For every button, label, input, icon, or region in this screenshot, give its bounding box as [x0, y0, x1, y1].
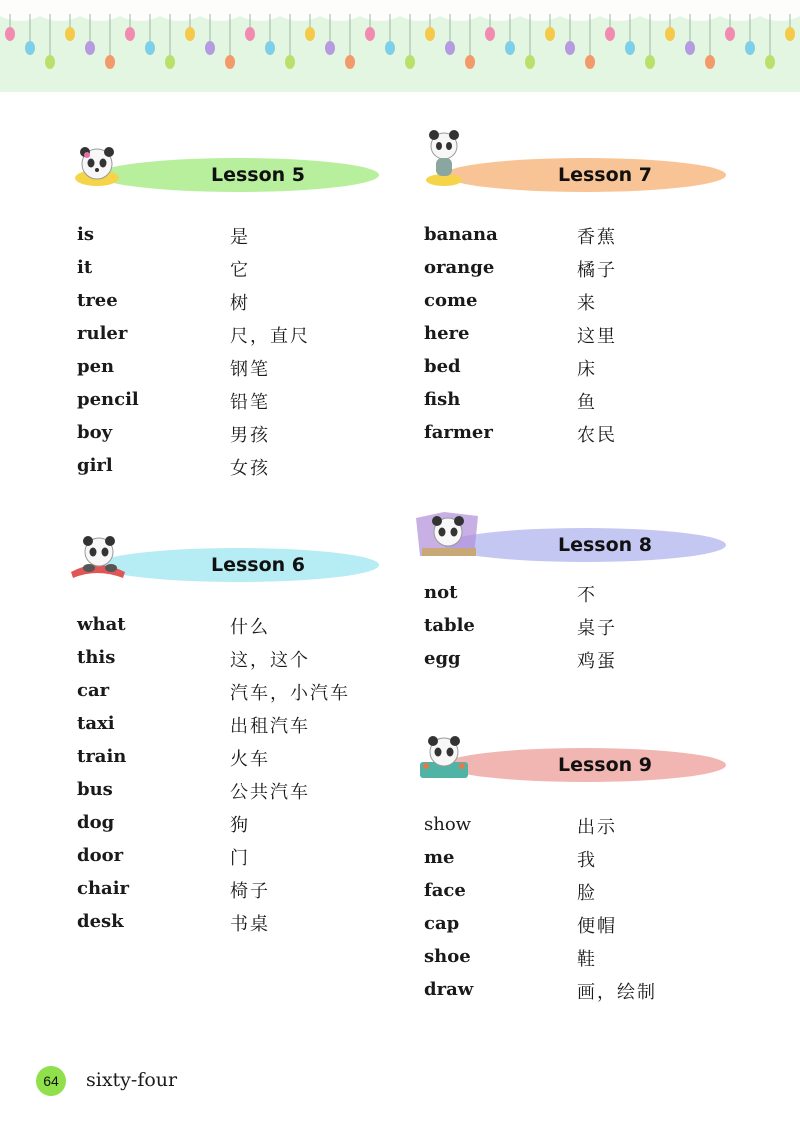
lesson-5-header [67, 150, 407, 200]
word-row [77, 451, 407, 484]
word-row [424, 975, 754, 1008]
chinese-meaning: 是 [230, 227, 250, 248]
easter-egg-icon [645, 55, 655, 69]
lesson-8-section [424, 520, 754, 677]
chinese-meaning: 画，绘制 [577, 982, 657, 1003]
chinese-meaning: 尺，直尺 [230, 326, 310, 347]
lesson-6-section [77, 540, 407, 940]
easter-egg-icon [65, 27, 75, 41]
easter-egg-icon [165, 55, 175, 69]
word-row [77, 385, 407, 418]
chinese-meaning: 不 [577, 585, 597, 606]
english-word: is [77, 224, 94, 245]
easter-egg-icon [725, 27, 735, 41]
easter-egg-icon [125, 27, 135, 41]
chinese-meaning: 我 [577, 850, 597, 871]
word-row [77, 907, 407, 940]
word-row [77, 220, 407, 253]
easter-egg-icon [245, 27, 255, 41]
chinese-meaning: 农民 [577, 425, 617, 446]
chinese-meaning: 门 [230, 848, 250, 869]
word-row [424, 418, 754, 451]
english-word: desk [77, 911, 124, 932]
word-list [424, 220, 754, 451]
easter-egg-icon [745, 41, 755, 55]
easter-egg-icon [585, 55, 595, 69]
easter-egg-icon [405, 55, 415, 69]
chinese-meaning: 桌子 [577, 618, 617, 639]
english-word: tree [77, 290, 118, 311]
easter-egg-icon [325, 41, 335, 55]
chinese-meaning: 鸡蛋 [577, 651, 617, 672]
chinese-meaning: 橘子 [577, 260, 617, 281]
english-word: chair [77, 878, 130, 899]
page-number-badge: 64 [36, 1066, 66, 1096]
word-row [77, 643, 407, 676]
word-row [424, 220, 754, 253]
easter-egg-icon [605, 27, 615, 41]
word-row [424, 253, 754, 286]
chinese-meaning: 铅笔 [230, 392, 270, 413]
easter-egg-icon [625, 41, 635, 55]
easter-eggs-garland-icon [0, 0, 800, 92]
english-word: taxi [77, 713, 115, 734]
chinese-meaning: 便帽 [577, 916, 617, 937]
word-row [424, 385, 754, 418]
chinese-meaning: 鞋 [577, 949, 597, 970]
word-list [424, 578, 754, 677]
word-row [424, 810, 754, 843]
english-word: pencil [77, 389, 139, 410]
english-word: shoe [424, 946, 471, 967]
english-word: what [77, 614, 126, 635]
english-word: face [424, 880, 466, 901]
english-word: egg [424, 648, 461, 669]
chinese-meaning: 它 [230, 260, 250, 281]
chinese-meaning: 树 [230, 293, 250, 314]
english-word: come [424, 290, 478, 311]
word-list [424, 810, 754, 1008]
english-word: ruler [77, 323, 128, 344]
word-list [77, 220, 407, 484]
lesson-9-section [424, 740, 754, 1008]
english-word: fish [424, 389, 461, 410]
easter-egg-icon [565, 41, 575, 55]
easter-egg-icon [665, 27, 675, 41]
english-word: me [424, 847, 455, 868]
decorative-banner [0, 0, 800, 92]
easter-egg-icon [525, 55, 535, 69]
english-word: farmer [424, 422, 493, 443]
lesson-7-header [414, 150, 754, 200]
english-word: orange [424, 257, 495, 278]
easter-egg-icon [105, 55, 115, 69]
word-row [424, 942, 754, 975]
chinese-meaning: 什么 [230, 617, 270, 638]
easter-egg-icon [85, 41, 95, 55]
chinese-meaning: 汽车，小汽车 [230, 683, 350, 704]
page-number-word: sixty-four [86, 1069, 178, 1091]
word-row [77, 808, 407, 841]
chinese-meaning: 出租汽车 [230, 716, 310, 737]
english-word: pen [77, 356, 115, 377]
chinese-meaning: 女孩 [230, 458, 270, 479]
english-word: train [77, 746, 127, 767]
english-word: draw [424, 979, 474, 1000]
easter-egg-icon [305, 27, 315, 41]
english-word: boy [77, 422, 113, 443]
english-word: table [424, 615, 475, 636]
word-row [77, 418, 407, 451]
easter-egg-icon [485, 27, 495, 41]
easter-egg-icon [185, 27, 195, 41]
lesson-9-header [414, 740, 754, 790]
word-row [77, 841, 407, 874]
english-word: show [424, 814, 472, 835]
english-word: bed [424, 356, 461, 377]
easter-egg-icon [685, 41, 695, 55]
word-row [77, 319, 407, 352]
easter-egg-icon [365, 27, 375, 41]
easter-egg-icon [145, 41, 155, 55]
word-row [77, 610, 407, 643]
lesson-8-header [414, 520, 754, 570]
easter-egg-icon [345, 55, 355, 69]
chinese-meaning: 钢笔 [230, 359, 270, 380]
english-word: this [77, 647, 116, 668]
easter-egg-icon [265, 41, 275, 55]
english-word: bus [77, 779, 113, 800]
easter-egg-icon [765, 55, 775, 69]
word-row [77, 676, 407, 709]
easter-egg-icon [425, 27, 435, 41]
english-word: door [77, 845, 124, 866]
chinese-meaning: 椅子 [230, 881, 270, 902]
easter-egg-icon [445, 41, 455, 55]
word-row [77, 253, 407, 286]
easter-egg-icon [5, 27, 15, 41]
chinese-meaning: 书桌 [230, 914, 270, 935]
chinese-meaning: 这里 [577, 326, 617, 347]
chinese-meaning: 公共汽车 [230, 782, 310, 803]
word-row [77, 352, 407, 385]
word-row [424, 352, 754, 385]
english-word: here [424, 323, 470, 344]
easter-egg-icon [45, 55, 55, 69]
chinese-meaning: 来 [577, 293, 597, 314]
word-row [77, 874, 407, 907]
easter-egg-icon [545, 27, 555, 41]
word-row [424, 286, 754, 319]
chinese-meaning: 男孩 [230, 425, 270, 446]
lesson-7-section [424, 150, 754, 451]
word-row [77, 286, 407, 319]
chinese-meaning: 火车 [230, 749, 270, 770]
easter-egg-icon [505, 41, 515, 55]
chinese-meaning: 狗 [230, 815, 250, 836]
word-row [77, 775, 407, 808]
easter-egg-icon [785, 27, 795, 41]
word-row [424, 319, 754, 352]
chinese-meaning: 鱼 [577, 392, 597, 413]
easter-egg-icon [705, 55, 715, 69]
english-word: banana [424, 224, 498, 245]
lesson-title: Lesson 9 [557, 754, 653, 776]
chinese-meaning: 出示 [577, 817, 617, 838]
word-row [424, 909, 754, 942]
lesson-title: Lesson 8 [557, 534, 653, 556]
english-word: girl [77, 455, 113, 476]
word-row [424, 876, 754, 909]
english-word: car [77, 680, 110, 701]
easter-egg-icon [225, 55, 235, 69]
word-row [424, 843, 754, 876]
easter-egg-icon [25, 41, 35, 55]
english-word: it [77, 257, 93, 278]
word-list [77, 610, 407, 940]
easter-egg-icon [385, 41, 395, 55]
english-word: dog [77, 812, 115, 833]
word-row [424, 578, 754, 611]
easter-egg-icon [465, 55, 475, 69]
word-row [424, 611, 754, 644]
word-row [77, 742, 407, 775]
word-row [424, 644, 754, 677]
lesson-title: Lesson 7 [557, 164, 653, 186]
easter-egg-icon [285, 55, 295, 69]
lesson-6-header [67, 540, 407, 590]
english-word: not [424, 582, 458, 603]
chinese-meaning: 香蕉 [577, 227, 617, 248]
lesson-title: Lesson 5 [210, 164, 306, 186]
english-word: cap [424, 913, 460, 934]
word-row [77, 709, 407, 742]
chinese-meaning: 这，这个 [230, 650, 310, 671]
chinese-meaning: 床 [577, 359, 597, 380]
lesson-5-section [77, 150, 407, 484]
chinese-meaning: 脸 [577, 883, 597, 904]
easter-egg-icon [205, 41, 215, 55]
lesson-title: Lesson 6 [210, 554, 306, 576]
